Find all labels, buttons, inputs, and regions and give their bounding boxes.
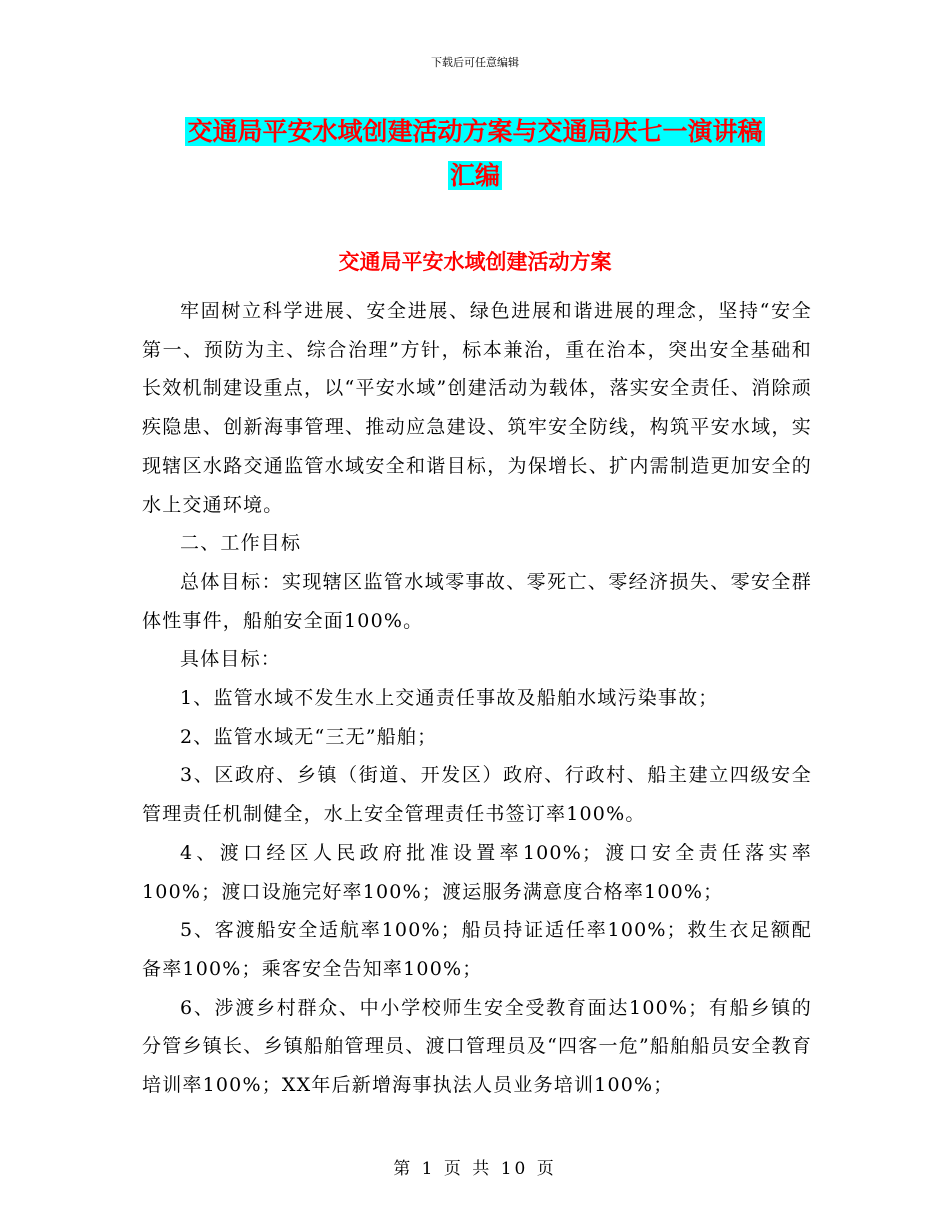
section-title: 交通局平安水域创建活动方案 (338, 249, 612, 274)
document-title-line-1 (0, 110, 950, 154)
document-title-line-1-text: 交通局平安水域创建活动方案与交通局庆七一演讲稿 (187, 117, 763, 146)
paragraph-goal-6: 6、涉渡乡村群众、中小学校师生安全受教育面达100%；有船乡镇的分管乡镇长、乡镇船舶管理员、渡口管理员及“四客一危”船舶船员安全教育培训率100%；XX年后新增海事执法人员业务培训100%； (142, 996, 812, 1097)
paragraph-heading-goals: 二、工作目标 (180, 532, 302, 555)
document-title-line-2 (0, 154, 950, 198)
document-title-line-2-text: 汇编 (449, 161, 500, 190)
page-header-note: 下载后可任意编辑 (431, 56, 519, 69)
document-body (142, 292, 812, 1105)
paragraph-intro: 牢固树立科学进展、安全进展、绿色进展和谐进展的理念，坚持“安全第一、预防为主、综合治理”方针，标本兼治，重在治本，突出安全基础和长效机制建设重点，以“平安水域”创建活动为载体，落实安全责任、消除顽疾隐患、创新海事管理、推动应急建设、筑牢安全防线，构筑平安水域，实现辖区水路交通监管水域安全和谐目标，为保增长、扩内需制造更加安全的水上交通环境。 (142, 300, 812, 516)
paragraph-goal-4: 4、渡口经区人民政府批准设置率100%；渡口安全责任落实率100%；渡口设施完好率100%；渡运服务满意度合格率100%； (142, 841, 812, 903)
paragraph-goal-2: 2、监管水域无“三无”船舶； (180, 725, 438, 748)
paragraph-goal-3: 3、区政府、乡镇（街道、开发区）政府、行政村、船主建立四级安全管理责任机制健全，水上安全管理责任书签订率100%。 (142, 764, 812, 826)
document-title (0, 110, 950, 198)
paragraph-overall-goal: 总体目标：实现辖区监管水域零事故、零死亡、零经济损失、零安全群体性事件，船舶安全面100%。 (142, 570, 812, 632)
paragraph-goal-5: 5、客渡船安全适航率100%；船员持证适任率100%；救生衣足额配备率100%；乘客安全告知率100%； (142, 919, 812, 980)
paragraph-goal-1: 1、监管水域不发生水上交通责任事故及船舶水域污染事故； (180, 687, 719, 710)
paragraph-specific-goals-label: 具体目标： (180, 648, 282, 671)
page-footer-page-number: 第 1 页 共 10 页 (393, 1159, 557, 1179)
